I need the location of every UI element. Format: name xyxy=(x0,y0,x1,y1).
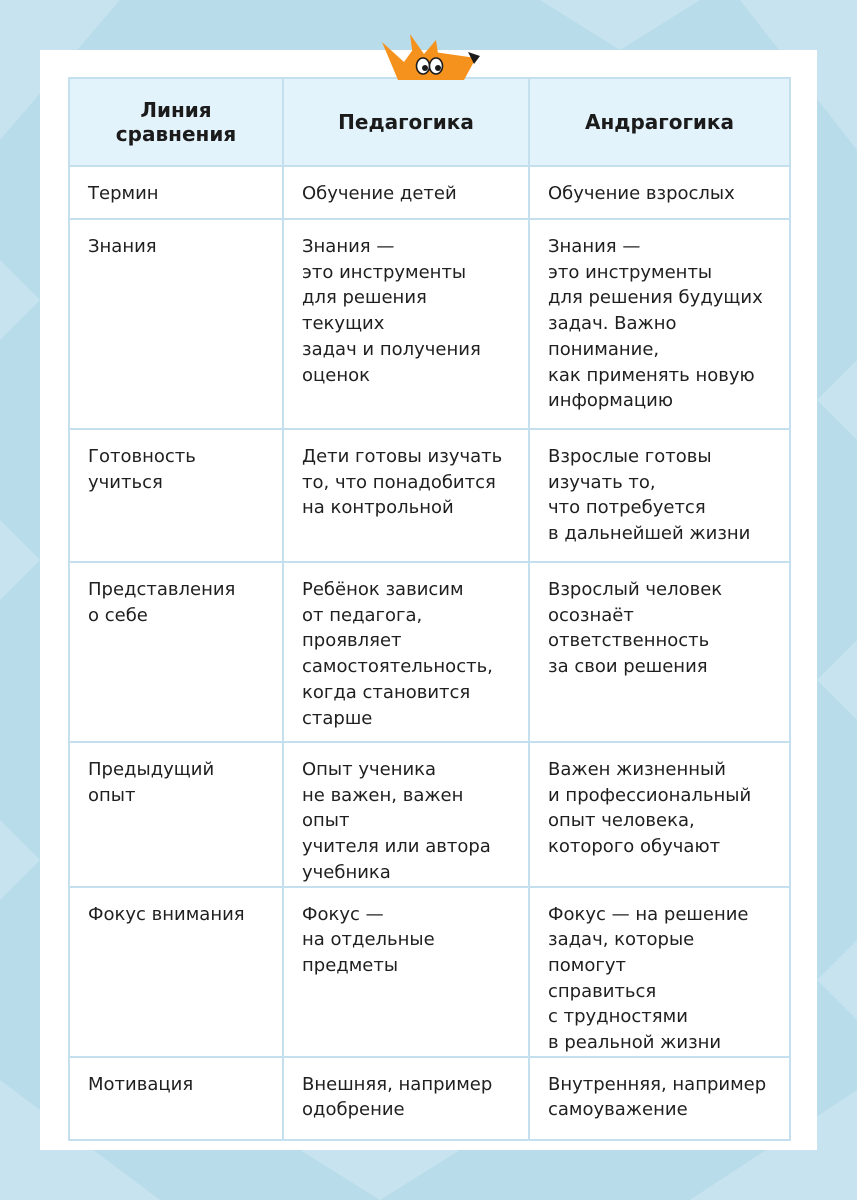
header-pedagogy xyxy=(283,78,529,166)
andragogy-text: Взрослый человек осознаёт ответственность за свои решения xyxy=(548,579,723,678)
cell-pedagogy xyxy=(283,1057,529,1140)
table-header-row xyxy=(69,78,790,166)
cell-criterion xyxy=(69,887,283,1057)
andragogy-text: Обучение взрослых xyxy=(548,183,735,204)
pedagogy-text: Обучение детей xyxy=(302,183,457,204)
cell-criterion xyxy=(69,429,283,562)
criterion-text: Знания xyxy=(88,236,157,257)
cell-andragogy xyxy=(529,429,790,562)
pedagogy-text: Знания — это инструменты для решения текущих задач и получения оценок xyxy=(302,236,481,386)
table-row xyxy=(69,1057,790,1140)
criterion-text: Фокус внимания xyxy=(88,903,245,925)
header-andragogy xyxy=(529,78,790,166)
cell-andragogy xyxy=(529,562,790,742)
cell-andragogy xyxy=(529,166,790,219)
fox-mascot-icon xyxy=(376,34,482,80)
criterion-text: Мотивация xyxy=(88,1073,194,1095)
pedagogy-text: Фокус — на отдельные предметы xyxy=(302,903,435,976)
cell-criterion xyxy=(69,166,283,219)
cell-andragogy xyxy=(529,887,790,1057)
criterion-text: Предыдущий опыт xyxy=(88,759,215,806)
cell-andragogy xyxy=(529,219,790,429)
table-row xyxy=(69,742,790,887)
andragogy-text: Взрослые готовы изучать то, что потребуется в дальнейшей жизни xyxy=(548,446,751,545)
pedagogy-text: Опыт ученика не важен, важен опыт учителя или автора учебника xyxy=(302,759,491,883)
pedagogy-text: Дети готовы изучать то, что понадобится на контрольной xyxy=(302,446,503,519)
cell-pedagogy xyxy=(283,742,529,887)
table-row xyxy=(69,429,790,562)
table-row xyxy=(69,562,790,742)
cell-pedagogy xyxy=(283,219,529,429)
table-row xyxy=(69,887,790,1057)
comparison-table xyxy=(68,77,791,1141)
header-criterion xyxy=(69,78,283,166)
cell-andragogy xyxy=(529,742,790,887)
table-row xyxy=(69,166,790,219)
cell-criterion xyxy=(69,562,283,742)
criterion-text: Готовность учиться xyxy=(88,446,196,493)
cell-criterion xyxy=(69,1057,283,1140)
criterion-text: Представления о себе xyxy=(88,579,236,626)
cell-andragogy xyxy=(529,1057,790,1140)
andragogy-text: Внутренняя, например самоуважение xyxy=(548,1073,767,1121)
cell-pedagogy xyxy=(283,887,529,1057)
header-pedagogy-label: Педагогика xyxy=(338,110,474,134)
cell-pedagogy xyxy=(283,562,529,742)
pedagogy-text: Ребёнок зависим от педагога, проявляет самостоятельность, когда становится старше xyxy=(302,579,493,729)
header-andragogy-label: Андрагогика xyxy=(585,110,734,134)
andragogy-text: Важен жизненный и профессиональный опыт человека, которого обучают xyxy=(548,759,752,858)
criterion-text: Термин xyxy=(88,183,159,204)
table-row xyxy=(69,219,790,429)
cell-criterion xyxy=(69,219,283,429)
cell-pedagogy xyxy=(283,429,529,562)
andragogy-text: Фокус — на решение задач, которые помогут справиться с трудностями в реальной жизни xyxy=(548,903,749,1054)
pedagogy-text: Внешняя, например одобрение xyxy=(302,1073,493,1121)
cell-criterion xyxy=(69,742,283,887)
cell-pedagogy xyxy=(283,166,529,219)
header-criterion-label: Линия сравнения xyxy=(115,98,237,146)
andragogy-text: Знания — это инструменты для решения будущих задач. Важно понимание, как применять новую информацию xyxy=(548,236,763,412)
